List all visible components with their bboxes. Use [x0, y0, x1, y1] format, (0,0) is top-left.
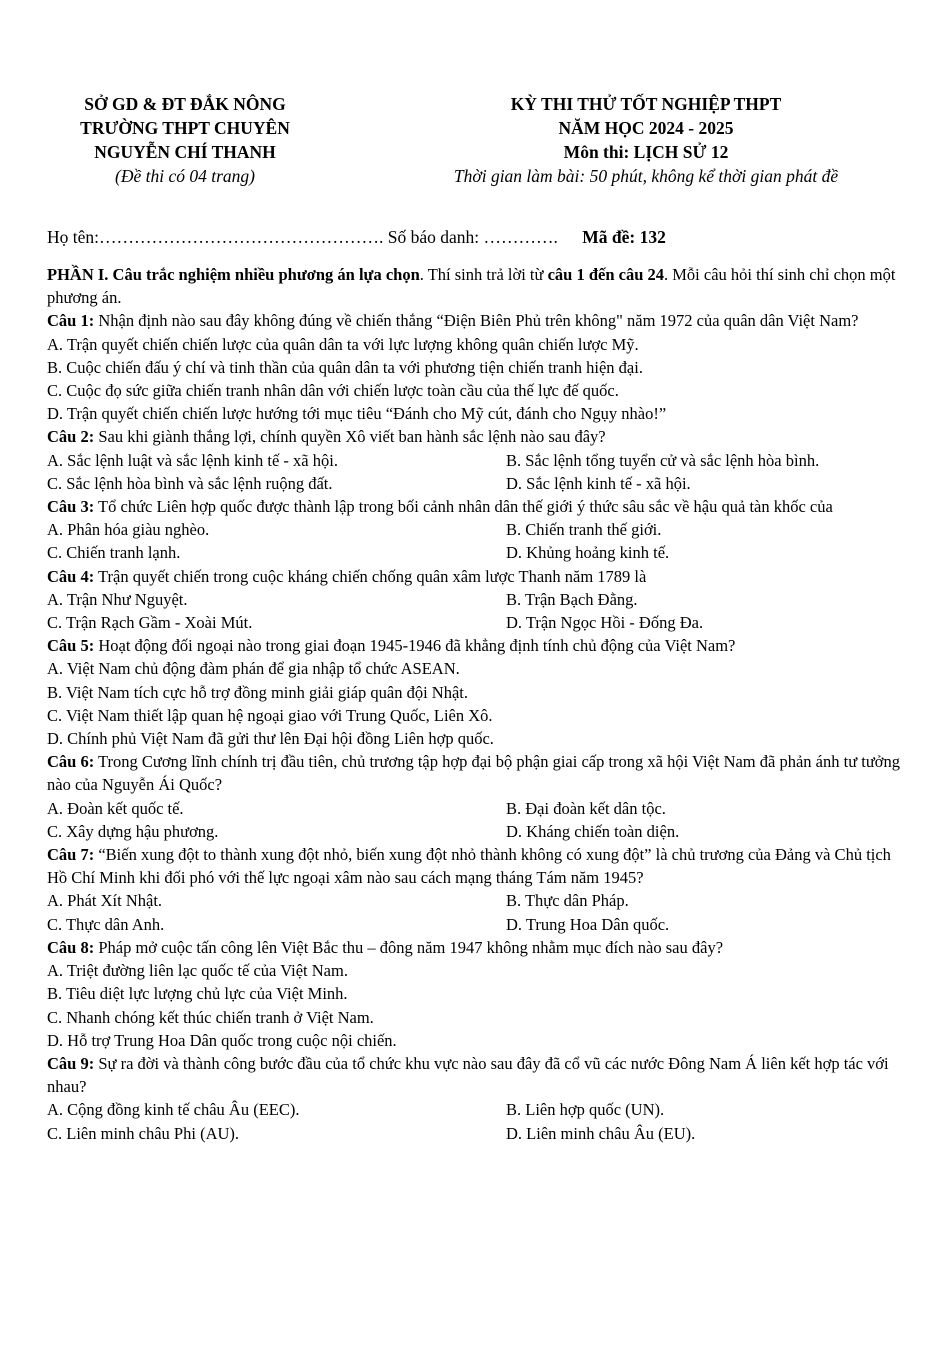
question-text: Hoạt động đối ngoại nào trong giai đoạn 1945-1946 đã khẳng định tính chủ động của Việt Nam?	[98, 636, 736, 656]
question-label: Câu 8:	[47, 937, 95, 957]
option: A. Cộng đồng kinh tế châu Âu (EEC).	[47, 1100, 300, 1120]
option-row	[47, 588, 912, 611]
question-label: Câu 5:	[47, 636, 95, 656]
exam-code: Mã đề: 132	[582, 227, 666, 247]
option-row	[47, 913, 912, 936]
option: B. Đại đoàn kết dân tộc.	[506, 798, 666, 818]
option: B. Thực dân Pháp.	[506, 891, 629, 911]
option: A. Phân hóa giàu nghèo.	[47, 520, 210, 540]
question-7	[47, 843, 912, 889]
question-3	[47, 495, 912, 518]
option-row	[47, 611, 912, 634]
exam-title: KỲ THI THỬ TỐT NGHIỆP THPT	[510, 94, 782, 114]
option: D. Trung Hoa Dân quốc.	[506, 914, 670, 934]
department-name: SỞ GD & ĐT ĐẮK NÔNG	[84, 94, 286, 114]
question-text: Nhận định nào sau đây không đúng về chiến thắng “Điện Biên Phủ trên không" năm 1972 của quân dân Việt Nam?	[98, 311, 859, 331]
option: A. Việt Nam chủ động đàm phán để gia nhập tổ chức ASEAN.	[47, 659, 460, 679]
question-label: Câu 3:	[47, 497, 95, 517]
option: D. Hỗ trợ Trung Hoa Dân quốc trong cuộc nội chiến.	[47, 1030, 397, 1050]
question-5	[47, 634, 912, 657]
option: D. Trận quyết chiến chiến lược hướng tới mục tiêu “Đánh cho Mỹ cút, đánh cho Ngụy nhào!”	[47, 404, 667, 424]
question-label: Câu 4:	[47, 566, 95, 586]
option: B. Tiêu diệt lực lượng chủ lực của Việt Minh.	[47, 984, 348, 1004]
option-row	[47, 797, 912, 820]
candidate-info	[47, 227, 666, 248]
subject: Môn thi: LỊCH SỬ 12	[563, 142, 729, 162]
question-2	[47, 425, 912, 448]
header-right	[360, 92, 932, 188]
option-row	[47, 518, 912, 541]
question-label: Câu 7:	[47, 845, 95, 865]
school-name-line2: NGUYỄN CHÍ THANH	[94, 142, 276, 162]
id-field: Số báo danh: ………….	[387, 227, 558, 247]
part1-instr-a: . Thí sinh trả lời từ	[419, 265, 548, 284]
option: D. Chính phủ Việt Nam đã gửi thư lên Đại hội đồng Liên hợp quốc.	[47, 729, 494, 749]
option: A. Phát Xít Nhật.	[47, 891, 163, 911]
option: B. Liên hợp quốc (UN).	[506, 1100, 665, 1120]
question-text: Trận quyết chiến trong cuộc kháng chiến chống quân xâm lược Thanh năm 1789 là	[98, 566, 647, 586]
question-label: Câu 1:	[47, 311, 95, 331]
option: D. Liên minh châu Âu (EU).	[506, 1123, 696, 1143]
question-text: “Biến xung đột to thành xung đột nhỏ, biến xung đột nhỏ thành không có xung đột” là chủ trương của Đảng và Chủ tịch Hồ Chí Minh khi đối phó với thế lực ngoại xâm nào sau cách mạng tháng Tám năm 1945?	[47, 845, 891, 888]
exam-content	[47, 263, 912, 1145]
option: B. Việt Nam tích cực hỗ trợ đồng minh giải giáp quân đội Nhật.	[47, 682, 469, 702]
question-label: Câu 9:	[47, 1053, 95, 1073]
option: B. Chiến tranh thế giới.	[506, 520, 662, 540]
question-label: Câu 2:	[47, 427, 95, 447]
question-6	[47, 750, 912, 796]
part1-instructions	[47, 263, 912, 309]
option: C. Liên minh châu Phi (AU).	[47, 1123, 240, 1143]
option: C. Trận Rạch Gầm - Xoài Mút.	[47, 613, 253, 633]
question-4	[47, 565, 912, 588]
option: A. Trận Như Nguyệt.	[47, 589, 188, 609]
option: A. Đoàn kết quốc tế.	[47, 798, 184, 818]
school-name-line1: TRƯỜNG THPT CHUYÊN	[80, 118, 290, 138]
header-left	[30, 92, 340, 188]
option: C. Chiến tranh lạnh.	[47, 543, 181, 563]
time-note: Thời gian làm bài: 50 phút, không kể thời gian phát đề	[453, 166, 839, 186]
question-text: Tổ chức Liên hợp quốc được thành lập trong bối cảnh nhân dân thế giới ý thức sâu sắc về hậu quả tàn khốc của	[98, 497, 833, 517]
question-text: Sau khi giành thắng lợi, chính quyền Xô viết ban hành sắc lệnh nào sau đây?	[98, 427, 606, 447]
question-9	[47, 1052, 912, 1098]
option: C. Sắc lệnh hòa bình và sắc lệnh ruộng đất.	[47, 473, 333, 493]
option-row	[47, 1098, 912, 1121]
option: C. Việt Nam thiết lập quan hệ ngoại giao với Trung Quốc, Liên Xô.	[47, 705, 493, 725]
option-row	[47, 1122, 912, 1145]
question-text: Pháp mở cuộc tấn công lên Việt Bắc thu – đông năm 1947 không nhằm mục đích nào sau đây?	[98, 937, 724, 957]
option-row	[47, 889, 912, 912]
part1-range: câu 1 đến câu 24	[547, 265, 665, 284]
option: A. Trận quyết chiến chiến lược của quân dân ta với lực lượng không quân chiến lược Mỹ.	[47, 334, 639, 354]
option-row	[47, 472, 912, 495]
option: C. Thực dân Anh.	[47, 914, 165, 934]
option: D. Khủng hoảng kinh tế.	[506, 543, 670, 563]
part1-title: PHẦN I. Câu trắc nghiệm nhiều phương án lựa chọn	[47, 265, 420, 284]
option: C. Cuộc đọ sức giữa chiến tranh nhân dân với chiến lược toàn cầu của thế lực đế quốc.	[47, 381, 619, 401]
option-row	[47, 820, 912, 843]
option: B. Sắc lệnh tổng tuyển cử và sắc lệnh hòa bình.	[506, 450, 820, 470]
question-8	[47, 936, 912, 959]
question-text: Trong Cương lĩnh chính trị đầu tiên, chủ trương tập hợp đại bộ phận giai cấp trong xã hội Việt Nam đã phản ánh tư tưởng nào của Nguyễn Ái Quốc?	[47, 752, 901, 795]
option: D. Kháng chiến toàn diện.	[506, 821, 680, 841]
option-row	[47, 449, 912, 472]
name-field: Họ tên:………………………………………….	[47, 227, 384, 247]
option: D. Sắc lệnh kinh tế - xã hội.	[506, 473, 691, 493]
question-1	[47, 309, 912, 332]
option: A. Triệt đường liên lạc quốc tế của Việt Nam.	[47, 961, 348, 981]
question-text: Sự ra đời và thành công bước đầu của tổ chức khu vực nào sau đây đã cổ vũ các nước Đông Nam Á liên kết hợp tác với nhau?	[47, 1053, 889, 1097]
option: B. Cuộc chiến đấu ý chí và tinh thần của quân dân ta với phương tiện chiến tranh hiện đại.	[47, 357, 643, 377]
page-count-note: (Đề thi có 04 trang)	[115, 166, 255, 186]
option: C. Nhanh chóng kết thúc chiến tranh ở Việt Nam.	[47, 1007, 374, 1027]
option: A. Sắc lệnh luật và sắc lệnh kinh tế - xã hội.	[47, 450, 338, 470]
option: B. Trận Bạch Đằng.	[506, 589, 638, 609]
school-year: NĂM HỌC 2024 - 2025	[558, 118, 734, 138]
question-label: Câu 6:	[47, 752, 95, 772]
option-row	[47, 541, 912, 564]
option: D. Trận Ngọc Hồi - Đống Đa.	[506, 613, 704, 633]
option: C. Xây dựng hậu phương.	[47, 821, 219, 841]
part1-instr-b: . Mỗi câu hỏi thí sinh chỉ chọn một phương án.	[47, 265, 896, 308]
